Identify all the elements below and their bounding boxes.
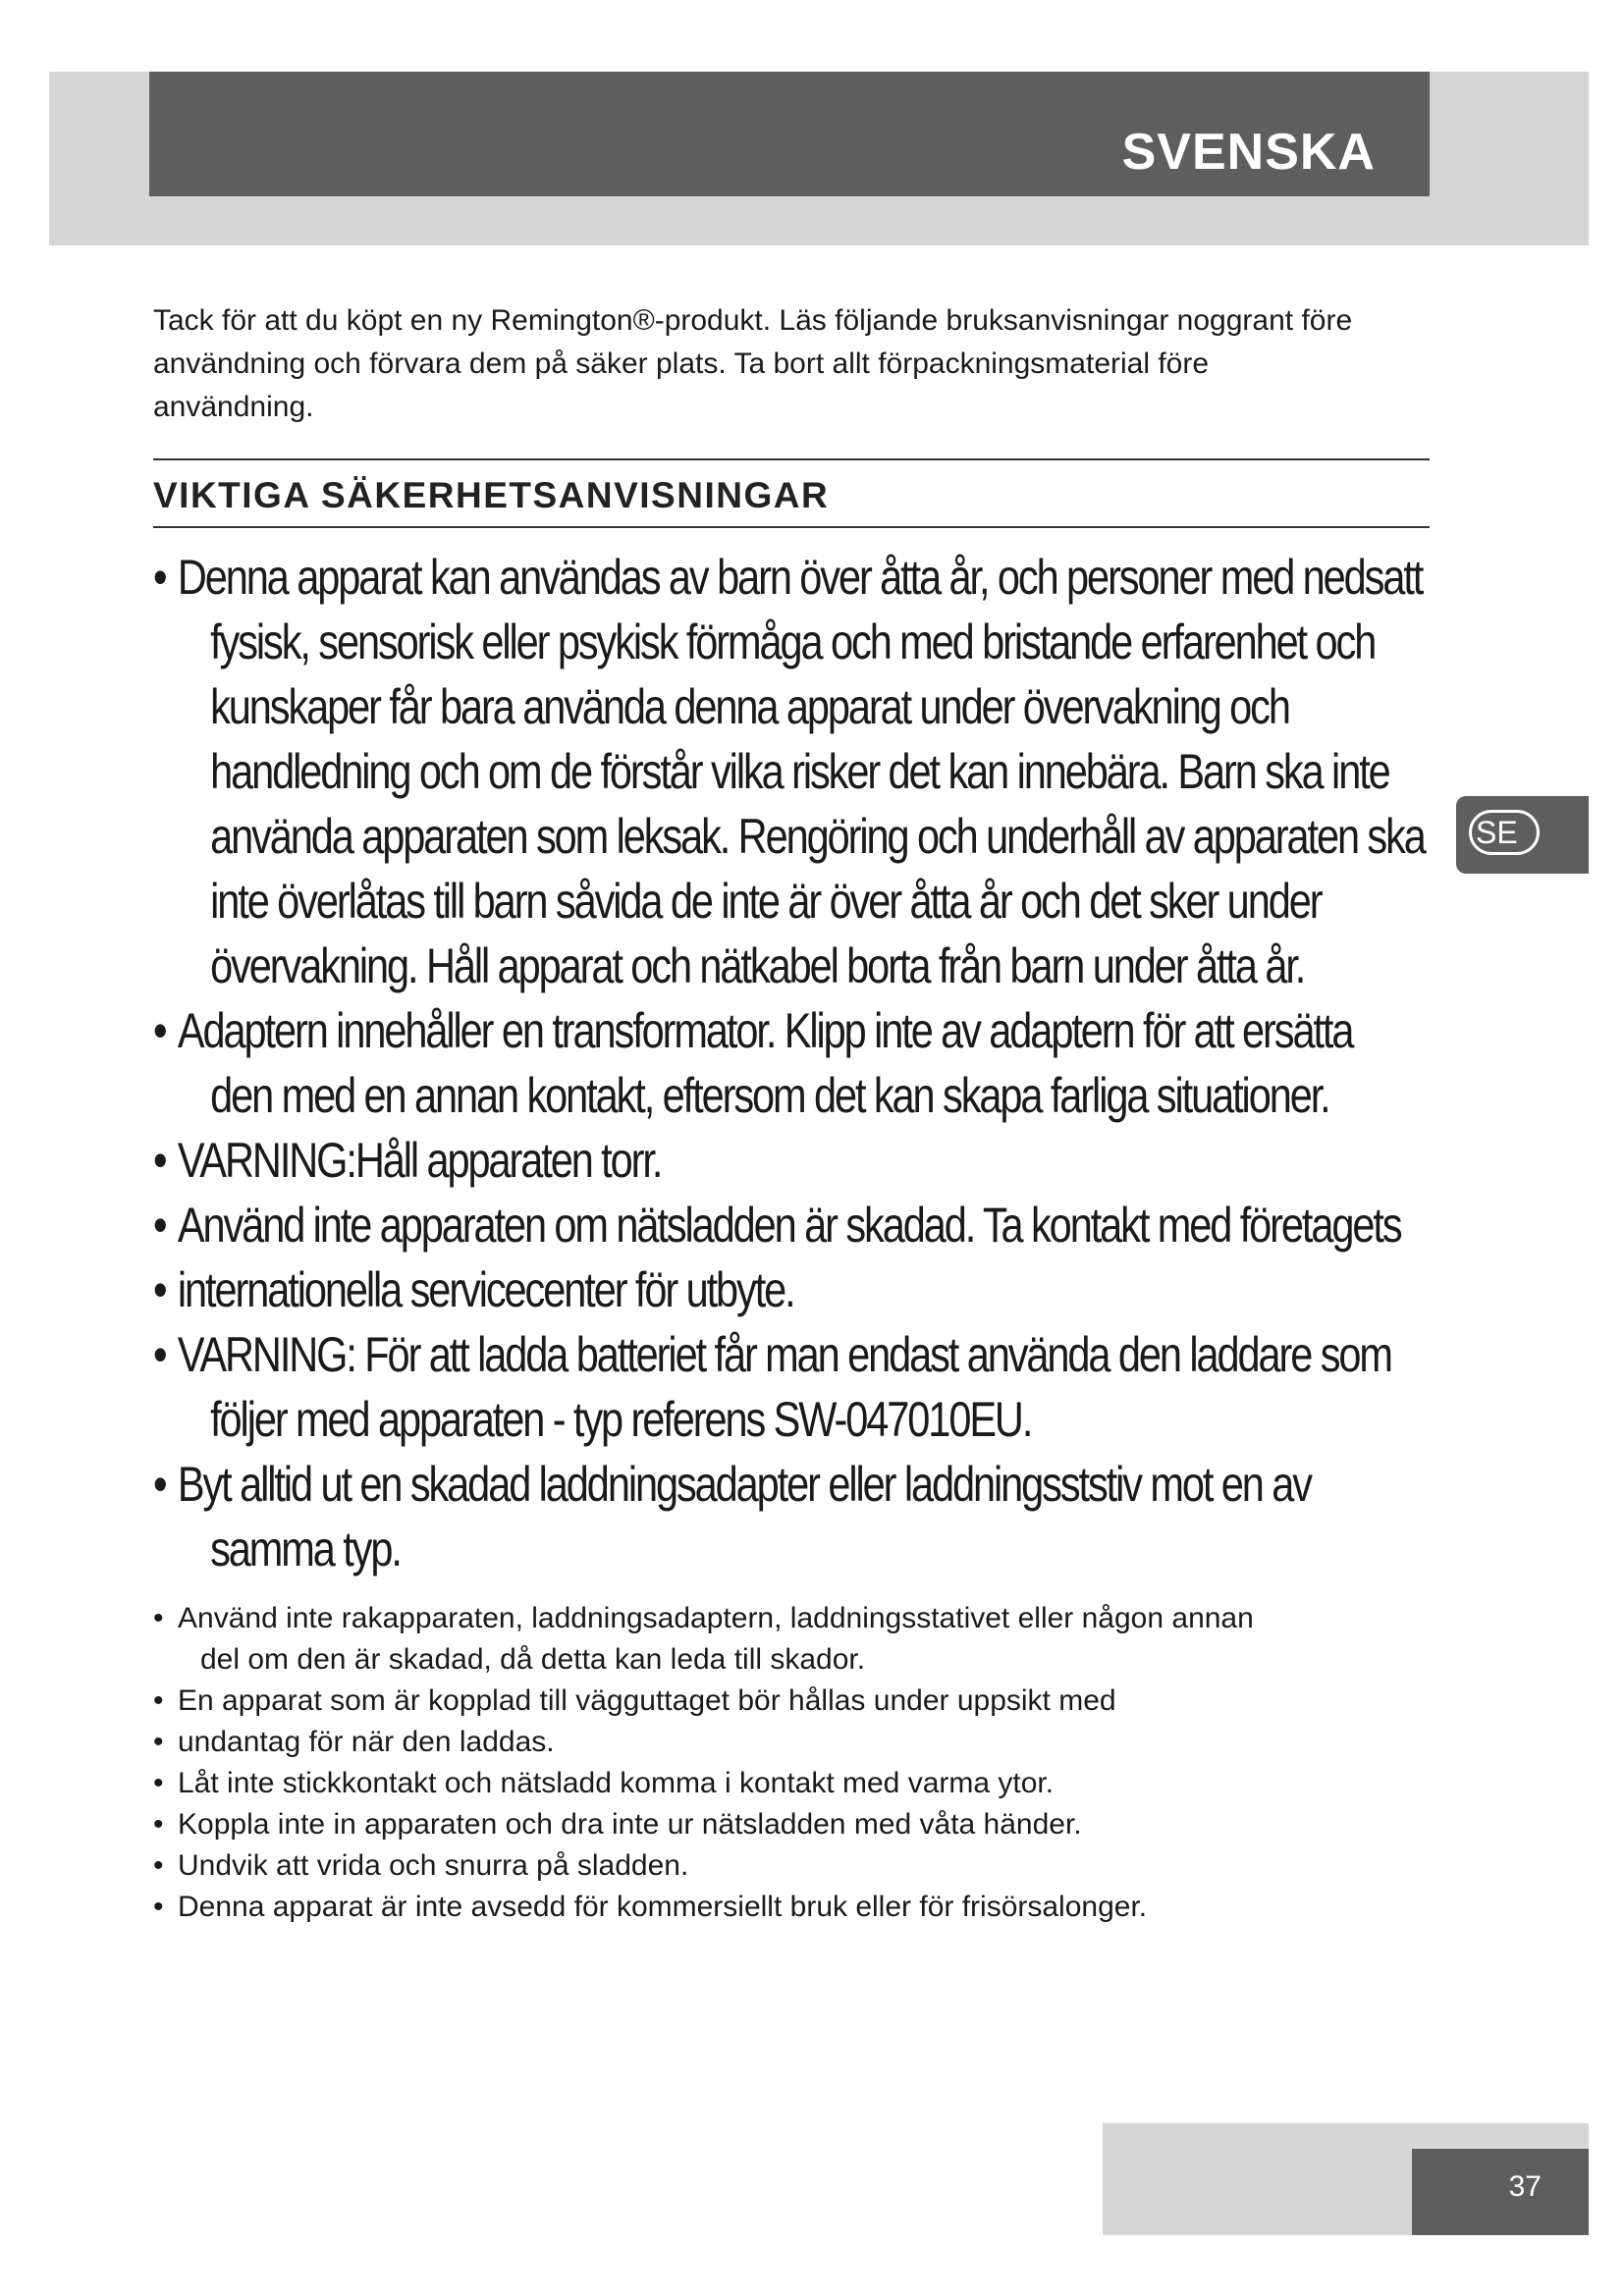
bullet-marker: • — [153, 1891, 164, 1923]
list-item-continuation: den med en annan kontakt, eftersom det kan skapa farliga situationer. — [210, 1068, 1329, 1123]
intro-line: användning och förvara dem på säker plats. Ta bort allt förpackningsmaterial före — [153, 347, 1210, 380]
list-item-continuation: handledning och om de förstår vilka risker det kan innebära. Barn ska inte — [210, 744, 1389, 799]
bullet-marker: • — [153, 1133, 166, 1188]
bullet-marker: • — [153, 1198, 166, 1253]
bullet-marker: • — [153, 1327, 166, 1382]
list-item-text: undantag för när den laddas. — [178, 1726, 555, 1758]
list-item-text: VARNING: För att ladda batteriet får man endast använda den laddare som — [177, 1327, 1391, 1382]
list-item-text: Koppla inte in apparaten och dra inte ur nätsladden med våta händer. — [178, 1808, 1082, 1841]
safety-list-small — [153, 1598, 1430, 1928]
heading-rule-bottom — [153, 526, 1430, 528]
page-language-title: SVENSKA — [1121, 124, 1376, 181]
language-tab — [1456, 796, 1589, 874]
list-item — [153, 545, 1449, 998]
bullet-marker: • — [153, 1457, 166, 1512]
bullet-marker: • — [153, 1808, 164, 1841]
list-item — [153, 1257, 1449, 1322]
heading-rule-top — [153, 458, 1430, 460]
bullet-marker: • — [153, 1849, 164, 1882]
list-item — [153, 1722, 1430, 1763]
language-badge: SE — [1469, 810, 1540, 855]
list-item-continuation: fysisk, sensorisk eller psykisk förmåga och med bristande erfarenhet och — [210, 614, 1376, 669]
list-item — [153, 1887, 1430, 1928]
bullet-marker: • — [153, 550, 166, 605]
list-item-text: Använd inte rakapparaten, laddningsadaptern, laddningsstativet eller någon annan — [178, 1602, 1254, 1634]
list-item-continuation: inte överlåtas till barn såvida de inte är över åtta år och det sker under — [210, 874, 1322, 929]
list-item — [153, 1804, 1430, 1845]
bullet-marker: • — [153, 1684, 164, 1717]
safety-list-large — [153, 545, 1430, 1581]
list-item — [153, 1452, 1449, 1581]
list-item-continuation: övervakning. Håll apparat och nätkabel borta från barn under åtta år. — [210, 938, 1305, 993]
header-title-bar — [149, 72, 1430, 196]
bullet-marker: • — [153, 1767, 164, 1799]
list-item-text: Låt inte stickkontakt och nätsladd komma i kontakt med varma ytor. — [178, 1767, 1055, 1799]
list-item-text: Byt alltid ut en skadad laddningsadapter eller laddningsststiv mot en av — [177, 1457, 1311, 1512]
list-item-text: Denna apparat är inte avsedd för kommersiellt bruk eller för frisörsalonger. — [178, 1891, 1148, 1923]
list-item-continuation: använda apparaten som leksak. Rengöring och underhåll av apparaten ska — [210, 809, 1425, 864]
bullet-marker: • — [153, 1602, 164, 1634]
bullet-marker: • — [153, 1003, 166, 1058]
list-item-text: En apparat som är kopplad till vägguttaget bör hållas under uppsikt med — [178, 1684, 1116, 1717]
footer-page-box — [1412, 2149, 1589, 2235]
list-item-continuation: del om den är skadad, då detta kan leda till skador. — [200, 1643, 866, 1676]
list-item — [153, 1128, 1449, 1193]
list-item — [153, 1681, 1430, 1722]
list-item-continuation: kunskaper får bara använda denna apparat under övervakning och — [210, 679, 1289, 734]
intro-line: Tack för att du köpt en ny Remington®-produkt. Läs följande bruksanvisningar noggrant före — [153, 304, 1353, 337]
bullet-marker: • — [153, 1726, 164, 1758]
bullet-marker: • — [153, 1262, 166, 1317]
section-heading: VIKTIGA SÄKERHETSANVISNINGAR — [153, 475, 830, 515]
list-item — [153, 1845, 1430, 1887]
list-item-text: Undvik att vrida och snurra på sladden. — [178, 1849, 689, 1882]
intro-line: användning. — [153, 391, 314, 423]
list-item-continuation: följer med apparaten - typ referens SW-047010EU. — [210, 1392, 1032, 1447]
list-item-text: VARNING:Håll apparaten torr. — [177, 1133, 662, 1188]
list-item — [153, 998, 1449, 1128]
list-item-text: Använd inte apparaten om nätsladden är skadad. Ta kontakt med företagets — [177, 1198, 1401, 1253]
list-item — [153, 1322, 1449, 1452]
list-item-text: internationella servicecenter för utbyte. — [177, 1262, 794, 1317]
intro-paragraph — [153, 299, 1430, 429]
list-item — [153, 1193, 1449, 1257]
list-item — [153, 1598, 1430, 1681]
list-item-text: Denna apparat kan användas av barn över åtta år, och personer med nedsatt — [177, 550, 1423, 605]
list-item — [153, 1763, 1430, 1804]
list-item-continuation: samma typ. — [210, 1522, 401, 1576]
page-number: 37 — [1508, 2170, 1542, 2203]
list-item-text: Adaptern innehåller en transformator. Klipp inte av adaptern för att ersätta — [177, 1003, 1353, 1058]
